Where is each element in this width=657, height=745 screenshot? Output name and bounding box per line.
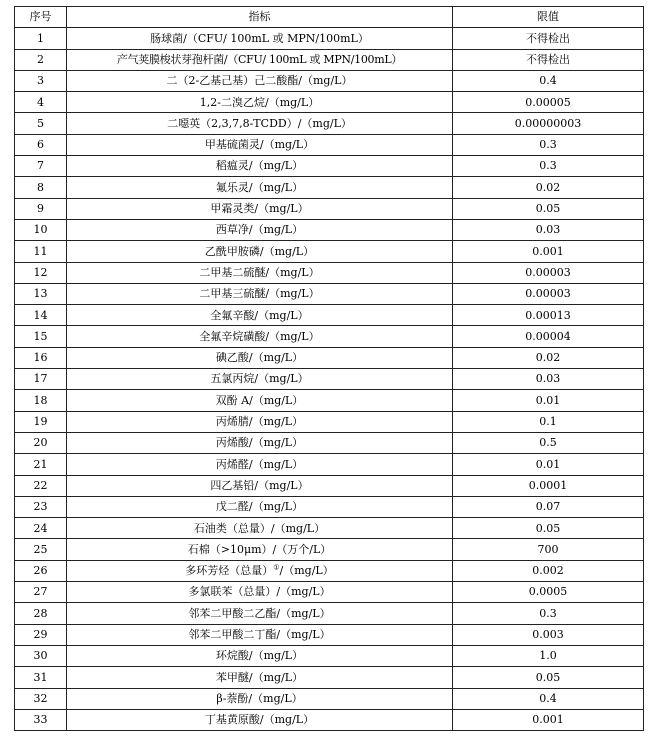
table-row [15, 113, 644, 134]
table-row [15, 411, 644, 432]
table-row [15, 177, 644, 198]
table-row [15, 688, 644, 709]
cell-indicator-name: 碘乙酸/（mg/L） [67, 347, 453, 368]
cell-limit-value: 0.01 [453, 454, 644, 475]
cell-serial-number: 31 [15, 667, 67, 688]
header-serial-number: 序号 [15, 7, 67, 28]
table-row [15, 134, 644, 155]
cell-limit-value: 0.00004 [453, 326, 644, 347]
table-row [15, 560, 644, 581]
cell-serial-number: 30 [15, 645, 67, 666]
cell-indicator-name: 丙烯腈/（mg/L） [67, 411, 453, 432]
table-row [15, 518, 644, 539]
cell-serial-number: 15 [15, 326, 67, 347]
cell-indicator-name: 二甲基三硫醚/（mg/L） [67, 283, 453, 304]
table-row [15, 667, 644, 688]
cell-indicator-name [67, 560, 453, 581]
cell-serial-number: 4 [15, 92, 67, 113]
cell-indicator-name: 邻苯二甲酸二乙酯/（mg/L） [67, 603, 453, 624]
cell-indicator-name: 全氟辛烷磺酸/（mg/L） [67, 326, 453, 347]
cell-serial-number: 5 [15, 113, 67, 134]
cell-limit-value: 0.07 [453, 496, 644, 517]
cell-serial-number: 10 [15, 219, 67, 240]
cell-limit-value: 0.00003 [453, 283, 644, 304]
cell-indicator-name: 多氯联苯（总量）/（mg/L） [67, 582, 453, 603]
cell-limit-value: 0.05 [453, 518, 644, 539]
cell-serial-number: 33 [15, 709, 67, 730]
table-row [15, 241, 644, 262]
cell-serial-number: 12 [15, 262, 67, 283]
cell-serial-number: 3 [15, 70, 67, 91]
cell-indicator-name: 西草净/（mg/L） [67, 219, 453, 240]
cell-limit-value: 0.00003 [453, 262, 644, 283]
table-row [15, 432, 644, 453]
table-body [15, 28, 644, 731]
table-row [15, 496, 644, 517]
cell-limit-value: 不得检出 [453, 49, 644, 70]
indicator-name-text: 多环芳烃（总量） [185, 564, 274, 578]
standards-table-container [14, 6, 643, 731]
cell-limit-value: 0.002 [453, 560, 644, 581]
cell-indicator-name: 肠球菌/（CFU/ 100mL 或 MPN/100mL） [67, 28, 453, 49]
table-row [15, 156, 644, 177]
cell-indicator-name: 1,2-二溴乙烷/（mg/L） [67, 92, 453, 113]
cell-limit-value: 700 [453, 539, 644, 560]
cell-indicator-name: 丁基黄原酸/（mg/L） [67, 709, 453, 730]
cell-limit-value: 1.0 [453, 645, 644, 666]
cell-indicator-name: 邻苯二甲酸二丁酯/（mg/L） [67, 624, 453, 645]
cell-indicator-name: 五氯丙烷/（mg/L） [67, 369, 453, 390]
cell-limit-value: 不得检出 [453, 28, 644, 49]
cell-indicator-name: 二噁英（2,3,7,8-TCDD）/（mg/L） [67, 113, 453, 134]
table-header-row [15, 7, 644, 28]
cell-indicator-name: 甲基硫菌灵/（mg/L） [67, 134, 453, 155]
table-row [15, 198, 644, 219]
cell-indicator-name: 稻瘟灵/（mg/L） [67, 156, 453, 177]
cell-serial-number: 23 [15, 496, 67, 517]
table-row [15, 624, 644, 645]
cell-limit-value: 0.00000003 [453, 113, 644, 134]
cell-indicator-name: 双酚 A/（mg/L） [67, 390, 453, 411]
cell-indicator-name: 全氟辛酸/（mg/L） [67, 305, 453, 326]
table-row [15, 70, 644, 91]
header-limit-value: 限值 [453, 7, 644, 28]
cell-indicator-name: 戊二醛/（mg/L） [67, 496, 453, 517]
cell-limit-value: 0.02 [453, 177, 644, 198]
cell-indicator-name: 甲霜灵类/（mg/L） [67, 198, 453, 219]
cell-limit-value: 0.00013 [453, 305, 644, 326]
cell-limit-value: 0.0005 [453, 582, 644, 603]
cell-serial-number: 8 [15, 177, 67, 198]
cell-serial-number: 1 [15, 28, 67, 49]
cell-limit-value: 0.3 [453, 134, 644, 155]
table-row [15, 92, 644, 113]
cell-indicator-name: 乙酰甲胺磷/（mg/L） [67, 241, 453, 262]
cell-serial-number: 9 [15, 198, 67, 219]
table-row [15, 454, 644, 475]
cell-serial-number: 14 [15, 305, 67, 326]
cell-indicator-name: 丙烯酸/（mg/L） [67, 432, 453, 453]
table-row [15, 305, 644, 326]
cell-indicator-name: 二（2-乙基己基）己二酸酯/（mg/L） [67, 70, 453, 91]
cell-indicator-name: 四乙基铅/（mg/L） [67, 475, 453, 496]
water-quality-limits-table [14, 6, 644, 731]
table-row [15, 262, 644, 283]
table-row [15, 219, 644, 240]
table-row [15, 603, 644, 624]
cell-limit-value: 0.4 [453, 688, 644, 709]
table-row [15, 709, 644, 730]
cell-serial-number: 21 [15, 454, 67, 475]
cell-indicator-name: 丙烯醛/（mg/L） [67, 454, 453, 475]
cell-limit-value: 0.03 [453, 369, 644, 390]
cell-serial-number: 22 [15, 475, 67, 496]
cell-indicator-name: 环烷酸/（mg/L） [67, 645, 453, 666]
cell-serial-number: 27 [15, 582, 67, 603]
cell-limit-value: 0.3 [453, 603, 644, 624]
cell-limit-value: 0.003 [453, 624, 644, 645]
indicator-unit-text: /（mg/L） [279, 564, 334, 578]
cell-serial-number: 20 [15, 432, 67, 453]
cell-indicator-name: 石油类（总量）/（mg/L） [67, 518, 453, 539]
cell-serial-number: 25 [15, 539, 67, 560]
cell-limit-value: 0.05 [453, 198, 644, 219]
cell-limit-value: 0.00005 [453, 92, 644, 113]
table-row [15, 475, 644, 496]
cell-limit-value: 0.02 [453, 347, 644, 368]
cell-serial-number: 24 [15, 518, 67, 539]
cell-serial-number: 32 [15, 688, 67, 709]
cell-limit-value: 0.001 [453, 241, 644, 262]
cell-limit-value: 0.01 [453, 390, 644, 411]
header-indicator: 指标 [67, 7, 453, 28]
cell-limit-value: 0.1 [453, 411, 644, 432]
table-row [15, 49, 644, 70]
table-row [15, 582, 644, 603]
cell-limit-value: 0.001 [453, 709, 644, 730]
table-row [15, 645, 644, 666]
cell-serial-number: 18 [15, 390, 67, 411]
cell-serial-number: 19 [15, 411, 67, 432]
footnote-mark: ① [273, 563, 280, 572]
cell-serial-number: 29 [15, 624, 67, 645]
cell-indicator-name: 苯甲醚/（mg/L） [67, 667, 453, 688]
table-row [15, 539, 644, 560]
cell-serial-number: 2 [15, 49, 67, 70]
cell-serial-number: 13 [15, 283, 67, 304]
cell-serial-number: 26 [15, 560, 67, 581]
cell-indicator-name: 石棉（>10μm）/（万个/L） [67, 539, 453, 560]
cell-serial-number: 11 [15, 241, 67, 262]
table-row [15, 326, 644, 347]
cell-limit-value: 0.5 [453, 432, 644, 453]
table-row [15, 283, 644, 304]
cell-limit-value: 0.3 [453, 156, 644, 177]
table-row [15, 347, 644, 368]
cell-serial-number: 6 [15, 134, 67, 155]
cell-indicator-name: 二甲基二硫醚/（mg/L） [67, 262, 453, 283]
table-row [15, 28, 644, 49]
cell-indicator-name: β-萘酚/（mg/L） [67, 688, 453, 709]
table-row [15, 369, 644, 390]
cell-limit-value: 0.0001 [453, 475, 644, 496]
cell-serial-number: 7 [15, 156, 67, 177]
table-row [15, 390, 644, 411]
cell-indicator-name: 氟乐灵/（mg/L） [67, 177, 453, 198]
cell-limit-value: 0.03 [453, 219, 644, 240]
cell-serial-number: 28 [15, 603, 67, 624]
cell-serial-number: 17 [15, 369, 67, 390]
cell-indicator-name: 产气荚膜梭状芽孢杆菌/（CFU/ 100mL 或 MPN/100mL） [67, 49, 453, 70]
cell-limit-value: 0.05 [453, 667, 644, 688]
cell-serial-number: 16 [15, 347, 67, 368]
cell-limit-value: 0.4 [453, 70, 644, 91]
